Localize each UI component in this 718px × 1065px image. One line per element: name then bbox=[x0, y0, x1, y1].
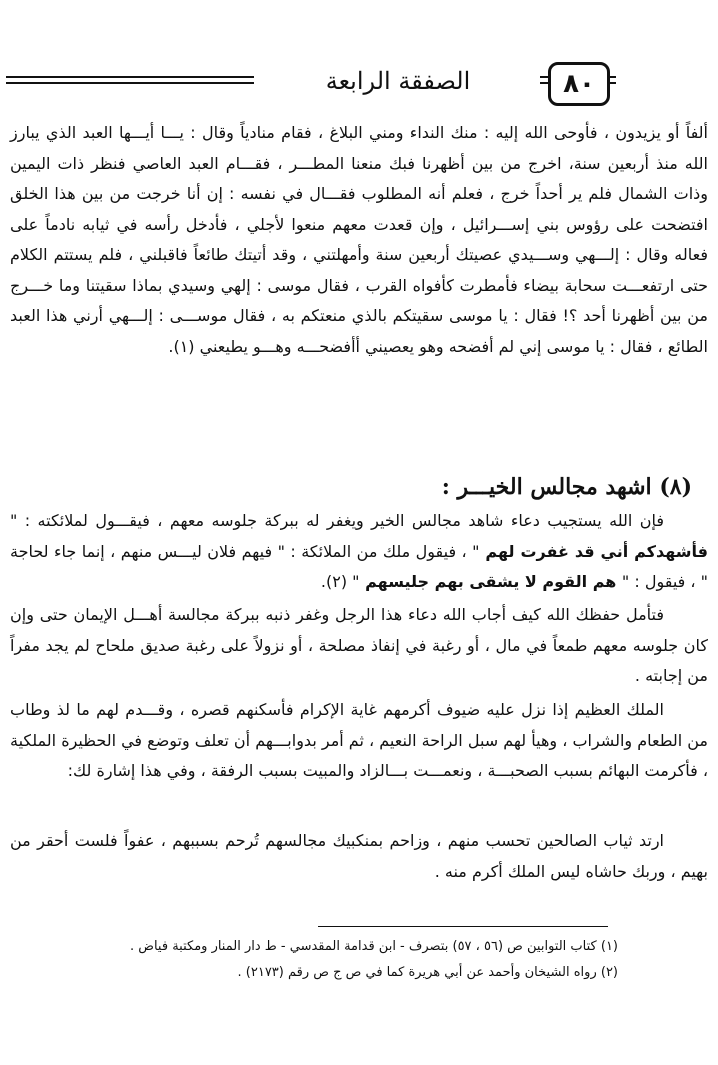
page-title: الصفقة الرابعة bbox=[258, 64, 538, 98]
body-paragraph-2 bbox=[10, 506, 708, 598]
footnote-separator bbox=[318, 926, 608, 927]
hadith-quote: هم القوم لا يشقى بهم جليسهم bbox=[359, 572, 622, 591]
header-rule-left-bottom bbox=[6, 82, 254, 84]
footnote-2: (٢) رواه الشيخان وأحمد عن أبي هريرة كما في ص ج ص رقم (٢١٧٣) . bbox=[237, 965, 618, 980]
paragraph-text: فتأمل حفظك الله كيف أجاب الله دعاء هذا الرجل وغفر ذنبه ببركة مجالسة أهـــل الإيمان حتى وإن كان جلوسه معهم طمعاً في مال ، أو رغبة في إنفاذ مصلحة ، أو نزولاً على رغبة صديق ملحاح لم يجد مفراً من إجابته . bbox=[10, 605, 708, 685]
page-header bbox=[0, 58, 718, 108]
section-heading: (٨) اشهد مجالس الخيـــر : bbox=[441, 474, 692, 500]
body-paragraph-1 bbox=[10, 118, 708, 362]
paragraph-part: " (٢). bbox=[320, 572, 360, 591]
paragraph-text: ارتد ثياب الصالحين تحسب منهم ، وزاحم بمنكبيك مجالسهم تُرحم بسببهم ، عفواً فلست أحقر من بهيم ، وربك حاشاه ليس الملك أكرم منه . bbox=[10, 831, 708, 881]
footnote-1: (١) كتاب التوابين ص (٥٦ ، ٥٧) بتصرف - ابن قدامة المقدسي - ط دار المنار ومكتبة فياض . bbox=[129, 939, 618, 954]
header-rule-left-top bbox=[6, 76, 254, 78]
body-paragraph-5 bbox=[10, 826, 708, 887]
paragraph-part: " ، فيقول ملك من الملائكة : " فيهم فلان ليـــس منهم ، إنما جاء لحاجة " ، فيقول : " bbox=[10, 541, 708, 591]
footnotes bbox=[18, 934, 618, 986]
paragraph-part: فإن الله يستجيب دعاء شاهد مجالس الخير ويغفر له ببركة جلوسه معهم ، فيقـــول لملائكته : " bbox=[10, 511, 664, 530]
paragraph-text bbox=[10, 506, 708, 598]
hadith-quote: فأشهدكم أني قد غفرت لهم bbox=[479, 541, 708, 561]
page-number: ٨٠ bbox=[548, 62, 610, 106]
body-paragraph-3 bbox=[10, 600, 708, 692]
paragraph-text: الملك العظيم إذا نزل عليه ضيوف أكرمهم غاية الإكرام فأسكنهم قصره ، وقـــدم لهم ما لذ وطاب من الطعام والشراب ، وهيأ لهم سبل الراحة النعيم ، ثم أمر بدوابـــهم أن تعلف وتوضع في الحظيرة الملكية ، فأكرمت البهائم بسبب الصحبـــة ، ونعمـــت بـــالزاد والمبيت بسبب الرفقة ، وفي هذا إشارة لك: bbox=[10, 700, 708, 780]
body-paragraph-4 bbox=[10, 695, 708, 787]
paragraph-text: ألفاً أو يزيدون ، فأوحى الله إليه : منك النداء ومني البلاغ ، فقام منادياً وقال : يـــا أيـــها العبد الذي يبارز الله منذ أربعين سنة، اخرج من بين أظهرنا فبك منعنا المطـــر ، فقـــام العبد العاصي فنظر ذات اليمين وذات الشمال فلم ير أحداً خرج ، فعلم أنه المطلوب فقـــال في نفسه : إن أنا خرجت من بين هذا الخلق افتضحت على رؤوس بني إســـرائيل ، وإن قعدت معهم منعوا لأجلي ، فأدخل رأسه في ثيابه نادماً على فعاله وقال : إلـــهي وســـيدي عصيتك أربعين سنة وأمهلتني ، وقد أتيتك طائعاً فاقبلني ، فلم يستتم الكلام حتى ارتفعـــت سحابة بيضاء فأمطرت كأفواه القرب ، فقال موسى : إلهي وسيدي بماذا سقيتنا وما خـــرج من بين أظهرنا أحد ؟! فقال : يا موسى سقيتكم بالذي منعتكم به ، فقال موســـى : إلـــهي أرني هذا العبد الطائع ، فقال : يا موسى إني لم أفضحه وهو يعصيني أأفضحـــه وهـــو يطيعني (١). bbox=[10, 123, 708, 356]
